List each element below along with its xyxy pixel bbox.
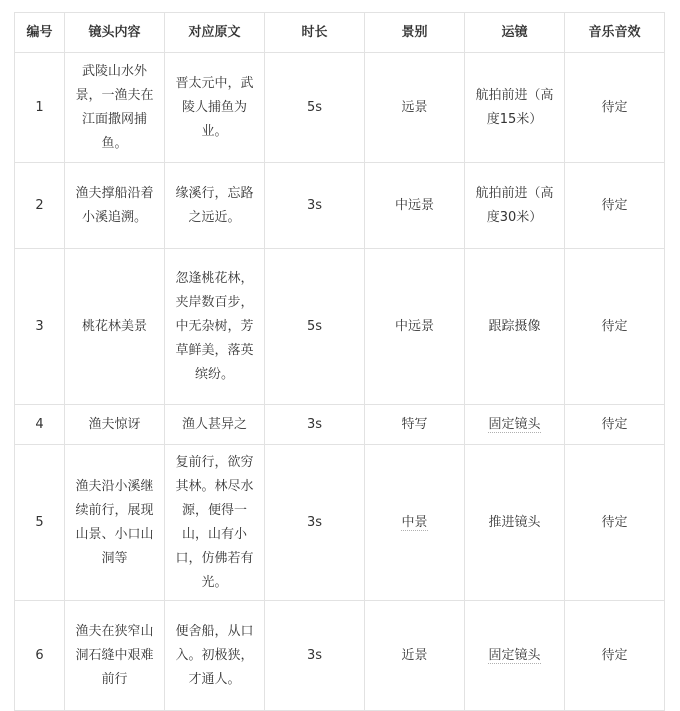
header-music-sound: 音乐音效 [565, 13, 665, 53]
table-row [15, 249, 665, 405]
cell-shot-content: 渔夫沿小溪继续前行，展现山景、小口山洞等 [65, 445, 165, 601]
cell-number: 3 [15, 249, 65, 405]
cell-duration: 5s [265, 249, 365, 405]
cell-duration: 5s [265, 53, 365, 163]
cell-shot-content: 渔夫撑船沿着小溪追溯。 [65, 163, 165, 249]
cell-camera-movement [465, 405, 565, 445]
header-camera-movement: 运镜 [465, 13, 565, 53]
cell-music-sound: 待定 [565, 53, 665, 163]
cell-duration: 3s [265, 405, 365, 445]
cell-source-text: 缘溪行，忘路之远近。 [165, 163, 265, 249]
cell-camera-movement: 航拍前进（高度15米） [465, 53, 565, 163]
cell-shot-content: 武陵山水外景，一渔夫在江面撒网捕鱼。 [65, 53, 165, 163]
cell-camera-movement [465, 601, 565, 711]
cell-music-sound: 待定 [565, 249, 665, 405]
cell-number: 6 [15, 601, 65, 711]
cell-camera-movement: 推进镜头 [465, 445, 565, 601]
cell-music-sound: 待定 [565, 405, 665, 445]
cell-source-text: 晋太元中，武陵人捕鱼为业。 [165, 53, 265, 163]
header-source-text: 对应原文 [165, 13, 265, 53]
cell-music-sound: 待定 [565, 445, 665, 601]
camera-movement-text: 固定镜头 [488, 416, 541, 432]
cell-source-text: 复前行，欲穷其林。林尽水源，便得一山，山有小口，仿佛若有光。 [165, 445, 265, 601]
table-row [15, 601, 665, 711]
cell-number: 5 [15, 445, 65, 601]
shot-size-text: 中景 [401, 514, 428, 530]
cell-duration: 3s [265, 163, 365, 249]
camera-movement-text: 固定镜头 [488, 647, 541, 663]
cell-shot-content: 渔夫在狭窄山洞石缝中艰难前行 [65, 601, 165, 711]
cell-source-text: 渔人甚异之 [165, 405, 265, 445]
table-row [15, 405, 665, 445]
cell-number: 4 [15, 405, 65, 445]
header-duration: 时长 [265, 13, 365, 53]
cell-shot-content: 桃花林美景 [65, 249, 165, 405]
storyboard-table [14, 12, 665, 711]
cell-duration: 3s [265, 445, 365, 601]
cell-camera-movement: 跟踪摄像 [465, 249, 565, 405]
table-row [15, 445, 665, 601]
header-number: 编号 [15, 13, 65, 53]
cell-shot-size: 中远景 [365, 249, 465, 405]
table-row [15, 53, 665, 163]
cell-source-text: 便舍船，从口入。初极狭，才通人。 [165, 601, 265, 711]
header-shot-size: 景别 [365, 13, 465, 53]
cell-number: 1 [15, 53, 65, 163]
header-shot-content: 镜头内容 [65, 13, 165, 53]
cell-number: 2 [15, 163, 65, 249]
cell-shot-size [365, 445, 465, 601]
cell-shot-size: 特写 [365, 405, 465, 445]
cell-music-sound: 待定 [565, 163, 665, 249]
cell-shot-size: 近景 [365, 601, 465, 711]
cell-shot-size: 远景 [365, 53, 465, 163]
table-row [15, 163, 665, 249]
table-header-row [15, 13, 665, 53]
storyboard-table-container [14, 12, 665, 711]
cell-shot-content: 渔夫惊讶 [65, 405, 165, 445]
cell-shot-size: 中远景 [365, 163, 465, 249]
cell-source-text: 忽逢桃花林，夹岸数百步，中无杂树，芳草鲜美，落英缤纷。 [165, 249, 265, 405]
cell-camera-movement: 航拍前进（高度30米） [465, 163, 565, 249]
cell-music-sound: 待定 [565, 601, 665, 711]
cell-duration: 3s [265, 601, 365, 711]
